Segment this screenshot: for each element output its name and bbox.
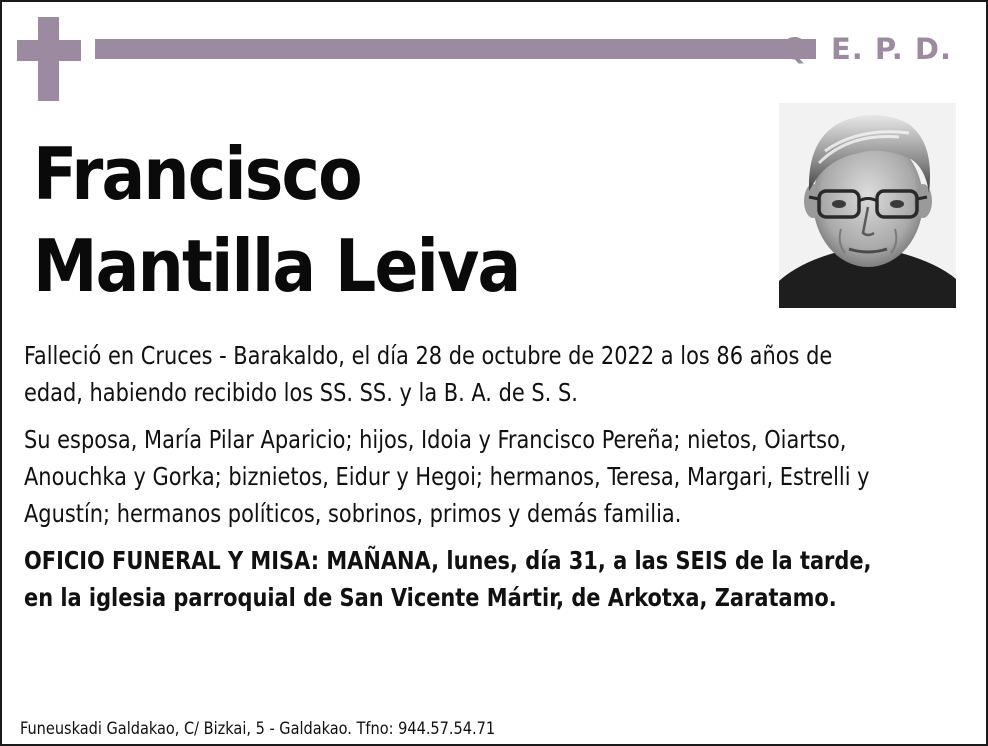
- qepd-label: Q. E. P. D.: [782, 32, 952, 66]
- cross-icon: [17, 17, 81, 101]
- funeral-details: OFICIO FUNERAL Y MISA: MAÑANA, lunes, día 31, a las SEIS de la tarde, en la iglesia parroquial de San Vicente Mártir, de Arkotxa, Zaratamo.: [24, 546, 872, 612]
- family-list: Su esposa, María Pilar Aparicio; hijos, Idoia y Francisco Pereña; nietos, Oiartso, Anouchka y Gorka; biznietos, Eidur y Hegoi; hermanos, Teresa, Margari, Estrelli y Agustín; hermanos políticos, sobrinos, primos y demás familia.: [24, 425, 870, 528]
- deceased-name: [33, 128, 519, 312]
- portrait-photo: [779, 103, 956, 308]
- death-notice: Falleció en Cruces - Barakaldo, el día 28 de octubre de 2022 a los 86 años de edad, habiendo recibido los SS. SS. y la B. A. de S. S.: [24, 341, 833, 407]
- obituary-body: [24, 337, 889, 626]
- surnames: Mantilla Leiva: [33, 224, 520, 308]
- funeral-home-info: Funeuskadi Galdakao, C/ Bizkai, 5 - Galdakao. Tfno: 944.57.54.71: [20, 719, 496, 739]
- header-rule: [95, 39, 816, 59]
- first-name: Francisco: [33, 132, 361, 216]
